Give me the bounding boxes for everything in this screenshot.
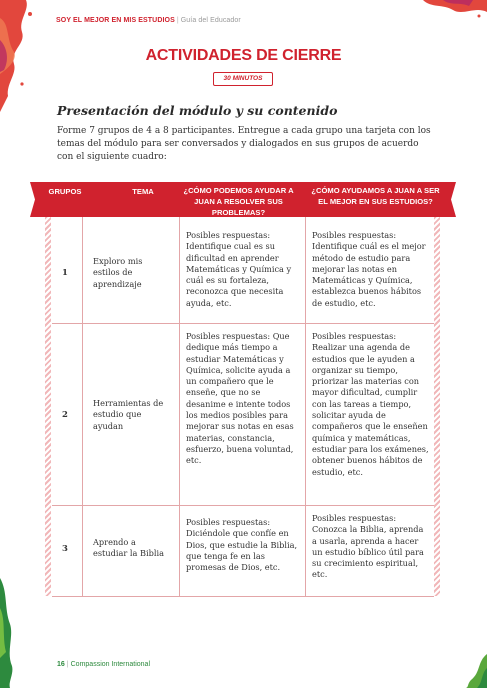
- footer-organization: Compassion International: [70, 661, 151, 668]
- table-header: [38, 182, 448, 217]
- header-separator: |: [176, 17, 179, 24]
- answer-question-1: Posibles respuestas: Diciéndole que confíe en Dios, que estudie la Biblia, que tenga fe en las promesas de Dios, etc.: [186, 517, 298, 573]
- group-number: 3: [62, 544, 68, 554]
- group-number: 1: [62, 268, 68, 278]
- header-groups: GRUPOS: [48, 187, 82, 196]
- answer-question-2: Posibles respuestas: Realizar una agenda de estudios que le ayuden a organizar su tiempo, priorizar las materias con mayor dificultad, cumplir con las tareas a tiempo, solicitar ayuda de compañeros que le enseñen química y matemáticas, estudiar para los exámenes, obtener buenos hábitos de estudio, etc.: [312, 331, 429, 477]
- page-number: 16: [57, 661, 65, 668]
- table-header-ribbon-left: [30, 182, 38, 217]
- section-title: ACTIVIDADES DE CIERRE: [145, 47, 342, 64]
- paint-splash-top-right: [413, 0, 487, 22]
- header-question-1: ¿CÓMO PODEMOS AYUDAR A JUAN A RESOLVER SUS PROBLEMAS?: [183, 186, 294, 217]
- answer-question-2: Posibles respuestas: Conozca la Biblia, aprenda a usarla, aprenda a hacer un estudio bíblico útil para su crecimiento espiritual, etc.: [312, 513, 424, 580]
- table-header-ribbon-right: [448, 182, 456, 217]
- page-footer: [57, 661, 150, 668]
- table-border-left: [45, 217, 51, 596]
- group-theme: Exploro mis estilos de aprendizaje: [93, 256, 143, 289]
- header-theme: TEMA: [132, 187, 154, 196]
- duration-badge: 30 MINUTOS: [213, 72, 273, 86]
- subsection-title: Presentación del módulo y su contenido: [57, 103, 338, 118]
- table-border-right: [434, 217, 440, 596]
- group-theme: Aprendo a estudiar la Biblia: [93, 537, 164, 559]
- paint-splash-bottom-left: [0, 578, 26, 688]
- answer-question-2: Posibles respuestas: Identifique cuál es el mejor método de estudio para mejorar las notas en Matemáticas y Química, establezca buenos hábitos de estudio, etc.: [312, 230, 426, 308]
- paint-splash-bottom-right: [455, 650, 487, 688]
- group-theme: Herramientas de estudio que ayudan: [93, 398, 164, 431]
- footer-separator: |: [66, 661, 69, 668]
- header-title: SOY EL MEJOR EN MIS ESTUDIOS: [56, 17, 175, 24]
- header-question-2: ¿CÓMO AYUDAMOS A JUAN A SER EL MEJOR EN SUS ESTUDIOS?: [311, 186, 440, 206]
- group-number: 2: [62, 410, 68, 420]
- answer-question-1: Posibles respuestas: Que dedique más tiempo a estudiar Matemáticas y Química, solicite ayuda a un compañero que le enseñe, que no se desanime e intente todos los medios posibles para mejorar sus notas en esas materias, constancia, esfuerzo, buena voluntad, etc.: [186, 331, 294, 466]
- header-guide: Guía del Educador: [180, 17, 241, 24]
- intro-paragraph: Forme 7 grupos de 4 a 8 participantes. Entregue a cada grupo una tarjeta con los temas del módulo para ser conversados y dialogados en sus grupos de acuerdo con el siguiente cuadro:: [57, 126, 431, 163]
- running-header: [56, 17, 241, 24]
- answer-question-1: Posibles respuestas: Identifique cual es su dificultad en aprender Matemáticas y Química y cuál es su fortaleza, reconozca que necesita ayuda, etc.: [186, 230, 292, 308]
